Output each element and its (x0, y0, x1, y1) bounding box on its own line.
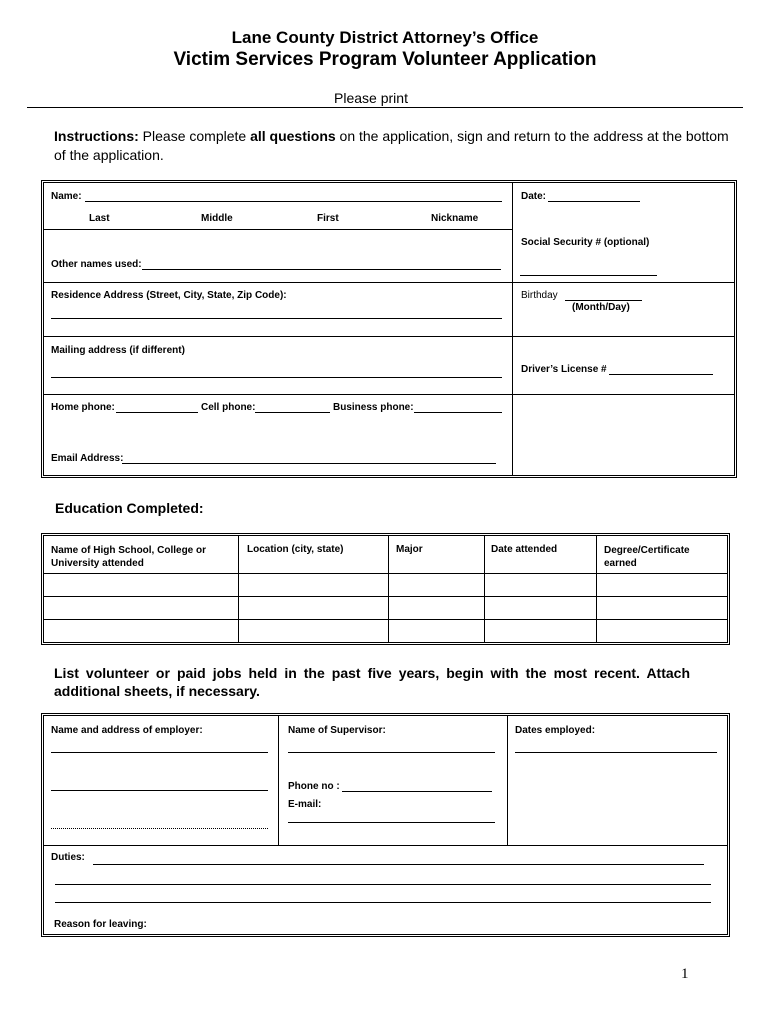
name-field[interactable] (85, 201, 502, 202)
drivers-license-label: Driver’s License # (521, 364, 607, 375)
col-major: Major (396, 544, 423, 555)
personal-info-box (41, 180, 737, 478)
duties-field-2[interactable] (55, 884, 711, 885)
other-names-field[interactable] (142, 269, 501, 270)
employer-label: Name and address of employer: (51, 725, 203, 736)
dates-employed-label: Dates employed: (515, 725, 596, 736)
supervisor-field[interactable] (288, 752, 495, 753)
instructions-bold: all questions (250, 128, 336, 144)
employer-field-2[interactable] (51, 790, 268, 791)
jobs-heading: List volunteer or paid jobs held in the past five years, begin with the most recent. Attach additional sheets, if necessary. (54, 665, 690, 699)
birthday-field[interactable] (565, 300, 642, 301)
employer-field-1[interactable] (51, 752, 268, 753)
instructions-label: Instructions: (54, 128, 139, 144)
education-heading: Education Completed: (55, 500, 204, 516)
nickname-label: Nickname (431, 213, 479, 224)
page-title: Victim Services Program Volunteer Application (173, 49, 597, 70)
other-names-label: Other names used: (51, 259, 142, 270)
mailing-field[interactable] (51, 377, 502, 378)
duties-field-1[interactable] (93, 864, 704, 865)
supervisor-label: Name of Supervisor: (288, 725, 386, 736)
email-field[interactable] (122, 463, 496, 464)
duties-field-3[interactable] (55, 902, 711, 903)
last-label: Last (89, 213, 110, 224)
please-print: Please print (334, 90, 408, 106)
drivers-license-field[interactable] (609, 374, 713, 375)
instructions (54, 127, 734, 165)
date-label: Date: (521, 191, 547, 202)
page-number: 1 (681, 966, 689, 982)
first-label: First (317, 213, 339, 224)
col-location: Location (city, state) (247, 544, 344, 555)
residence-field[interactable] (51, 318, 502, 319)
residence-label: Residence Address (Street, City, State, Zip Code): (51, 290, 287, 301)
date-field[interactable] (548, 201, 640, 202)
middle-label: Middle (201, 213, 233, 224)
phone-label: Phone no : (288, 781, 340, 792)
phone-field[interactable] (342, 791, 492, 792)
col-date-attended: Date attended (491, 544, 558, 555)
personal-divider (512, 182, 513, 476)
header-rule (27, 107, 743, 108)
duties-label: Duties: (51, 852, 85, 863)
cell-phone-field[interactable] (255, 412, 330, 413)
cell-phone-label: Cell phone: (201, 402, 256, 413)
business-phone-field[interactable] (414, 412, 502, 413)
dates-employed-field[interactable] (515, 752, 717, 753)
month-day-label: (Month/Day) (572, 302, 630, 313)
col-degree: Degree/Certificate earned (604, 545, 690, 569)
business-phone-label: Business phone: (333, 402, 414, 413)
email-job-field[interactable] (288, 822, 495, 823)
col-school: Name of High School, College or University attended (51, 545, 207, 569)
home-phone-label: Home phone: (51, 402, 115, 413)
instructions-text-b: on the application, sign and return to the address at the bottom of the application. (54, 128, 729, 163)
reason-label: Reason for leaving: (54, 919, 147, 930)
office-name: Lane County District Attorney’s Office (231, 28, 539, 47)
ssn-label: Social Security # (optional) (521, 237, 650, 248)
mailing-label: Mailing address (if different) (51, 345, 185, 356)
jobs-table (41, 713, 730, 937)
birthday-label: Birthday (521, 290, 558, 301)
instructions-text-a: Please complete (138, 128, 251, 144)
name-label: Name: (51, 191, 82, 202)
ssn-field[interactable] (520, 275, 657, 276)
email-label: Email Address: (51, 453, 124, 464)
email-job-label: E-mail: (288, 799, 322, 810)
employer-field-3[interactable] (51, 828, 268, 829)
home-phone-field[interactable] (116, 412, 198, 413)
